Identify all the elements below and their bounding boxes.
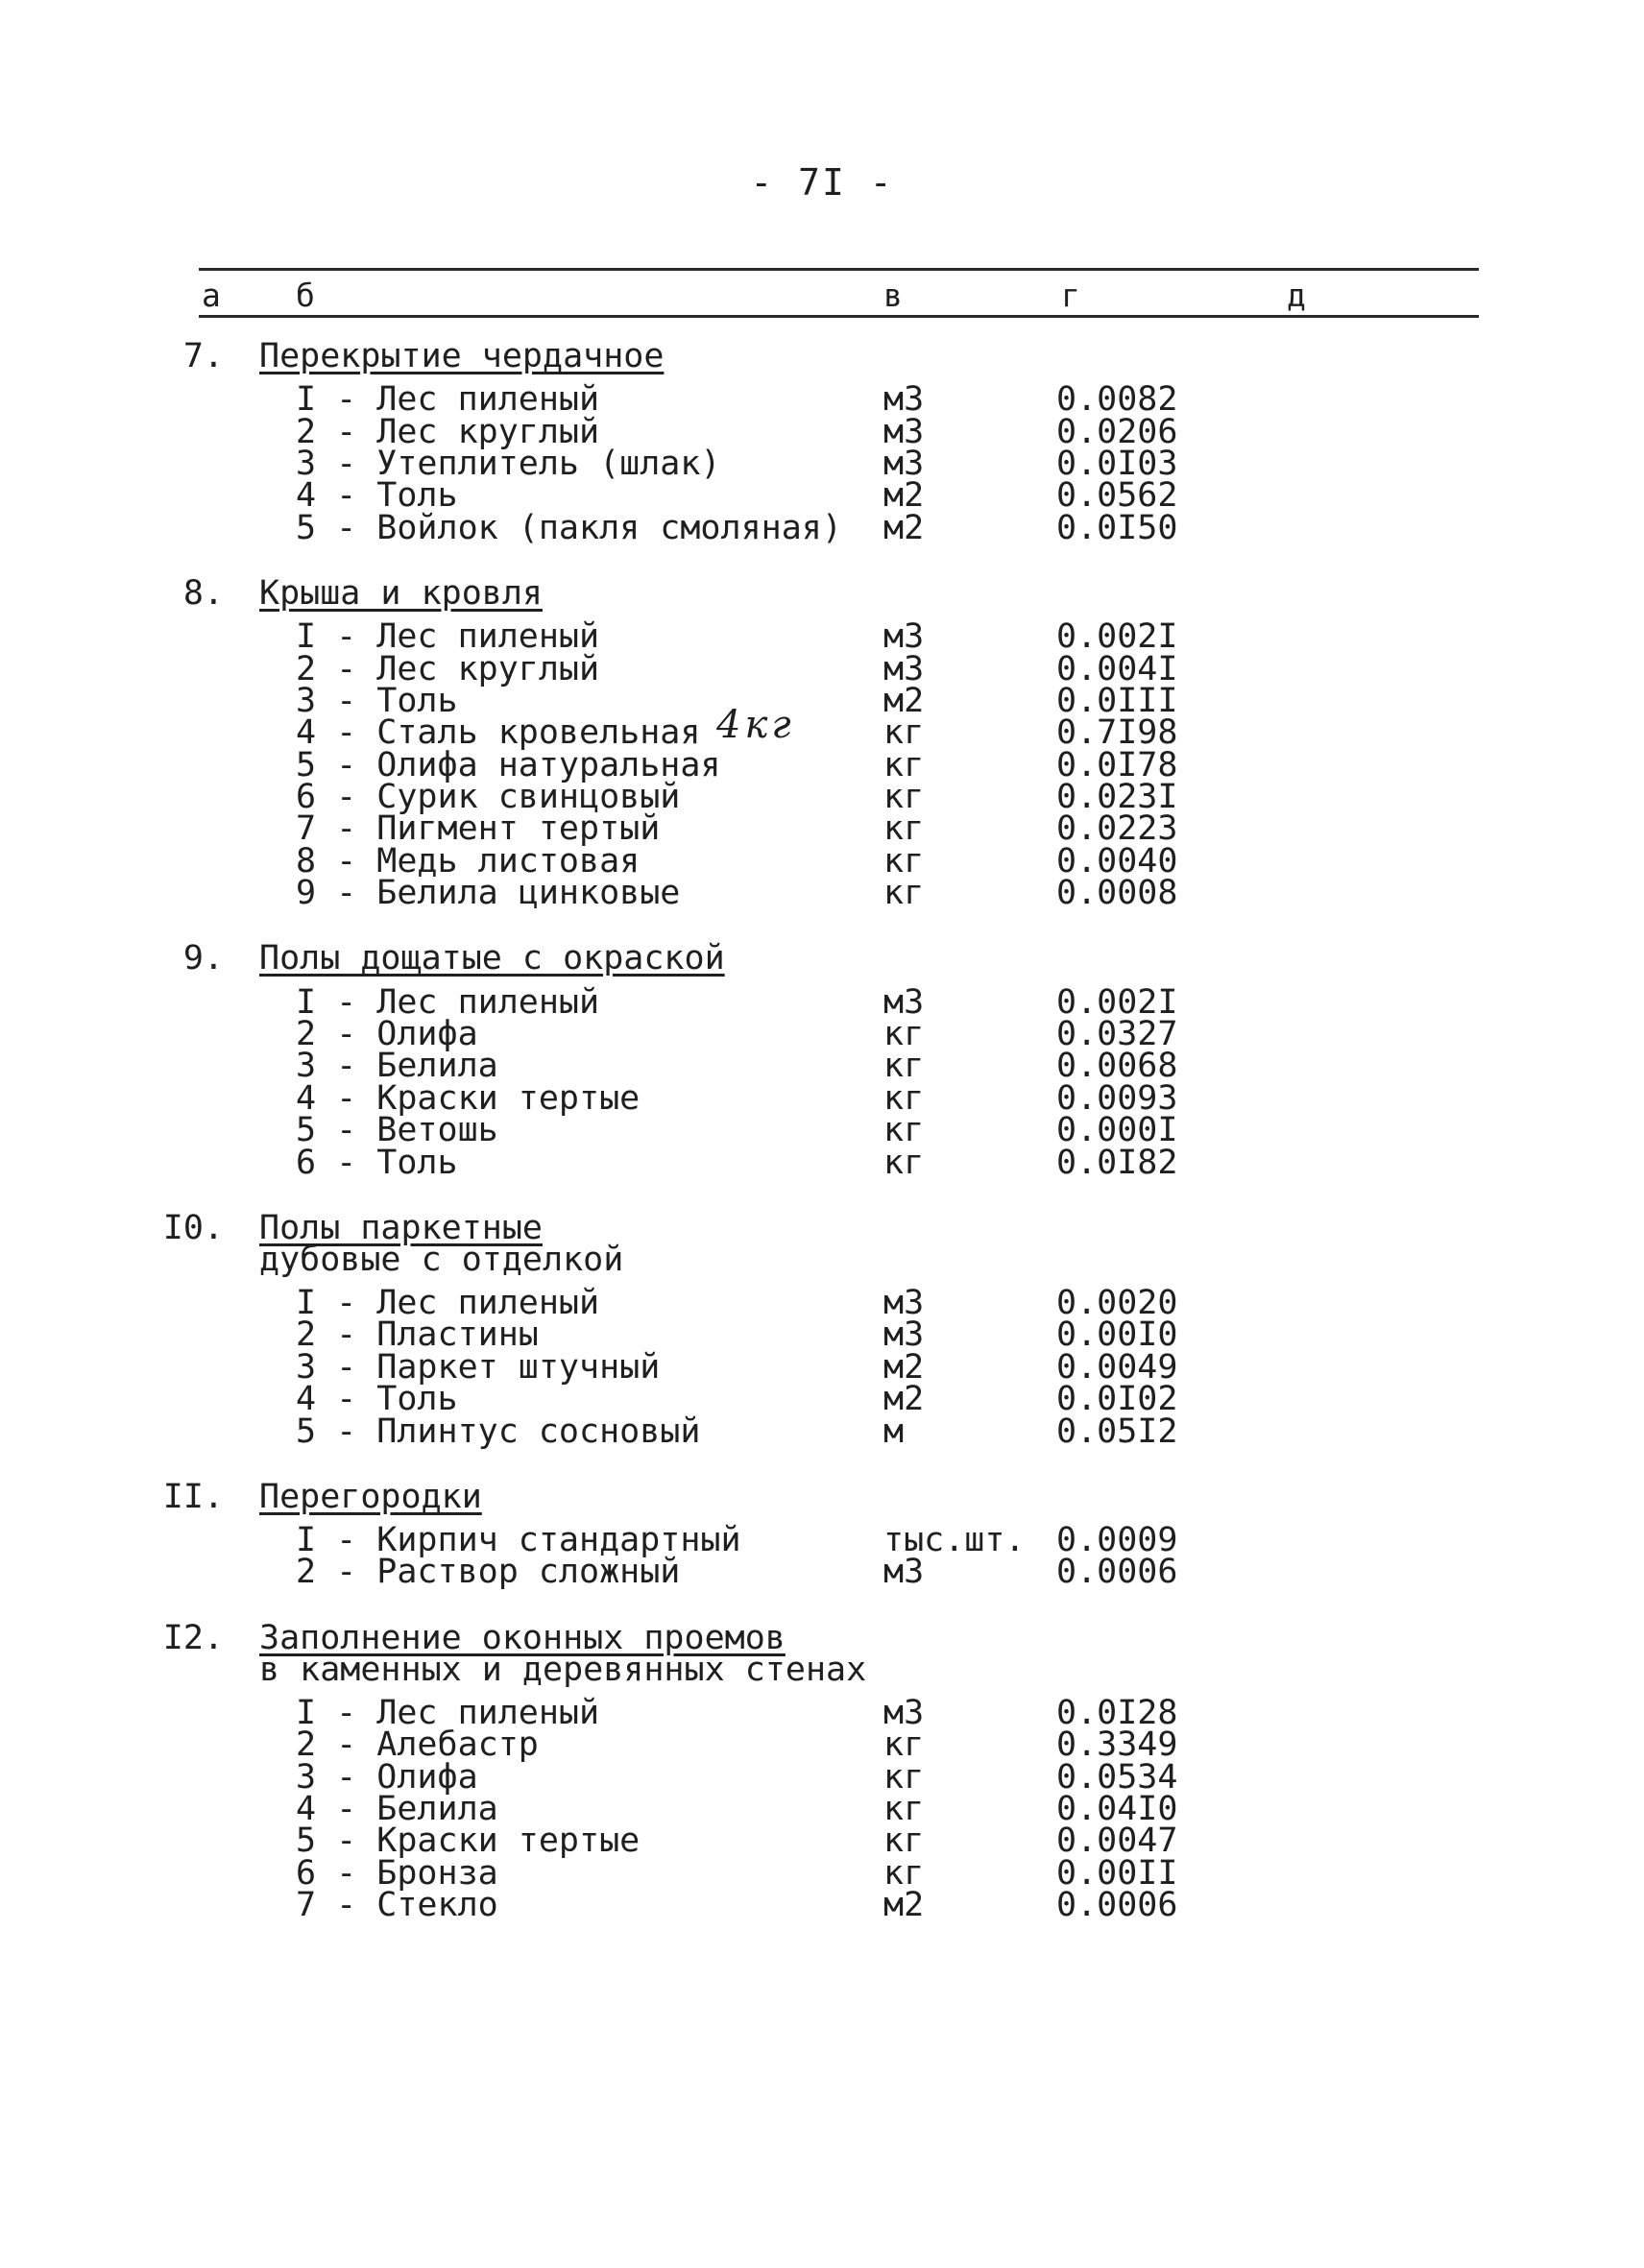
section-number: 9.: [182, 939, 224, 978]
norm-value-cell: 0.0006: [1056, 1553, 1178, 1592]
material-name: [296, 1143, 883, 1182]
item-list: [0, 1284, 1644, 1451]
norm-value-cell: 0.0327: [1056, 1015, 1178, 1054]
table-row: [0, 1015, 1644, 1054]
material-name-text: 3 - Толь: [296, 681, 458, 720]
material-name-text: 3 - Олифа: [296, 1757, 478, 1797]
unit-cell: м3: [883, 1693, 925, 1732]
unit-cell: кг: [883, 1078, 925, 1118]
material-name-text: 3 - Утеплитель (шлак): [296, 444, 721, 483]
material-name: [296, 778, 883, 817]
item-list: [0, 1693, 1644, 1925]
unit-cell: м2: [883, 681, 925, 720]
unit-cell: м2: [883, 476, 925, 516]
table-row: [0, 745, 1644, 784]
unit-cell: м3: [883, 412, 925, 451]
material-name-text: I - Лес пиленый: [296, 380, 600, 420]
section: [0, 939, 1644, 1182]
column-header-b: б: [296, 277, 315, 314]
norm-value-cell: 0.0047: [1056, 1822, 1178, 1861]
material-name: [296, 874, 883, 913]
norm-value-cell: 0.004I: [1056, 649, 1178, 688]
norm-value-cell: 0.0049: [1056, 1347, 1178, 1387]
table-row: [0, 1111, 1644, 1150]
material-name-text: 5 - Краски тертые: [296, 1822, 641, 1861]
table-row: [0, 1693, 1644, 1732]
unit-cell: кг: [883, 745, 925, 784]
table-row: [0, 1284, 1644, 1322]
section-subtitle: дубовые с отделкой: [259, 1240, 624, 1279]
section-number: I0.: [162, 1208, 224, 1247]
table-row: [0, 874, 1644, 913]
material-name-text: 2 - Олифа: [296, 1015, 478, 1054]
norm-value-cell: 0.0008: [1056, 874, 1178, 913]
section-number: 8.: [182, 573, 224, 613]
section-title-block: [259, 939, 725, 978]
column-header-d: д: [1287, 277, 1306, 314]
table-row: [0, 1822, 1644, 1861]
unit-cell: кг: [883, 778, 925, 817]
item-list: [0, 617, 1644, 913]
unit-cell: кг: [883, 1111, 925, 1150]
material-name: [296, 380, 883, 420]
unit-cell: м2: [883, 508, 925, 547]
table-row: [0, 1886, 1644, 1925]
table-row: [0, 1553, 1644, 1592]
table-row: [0, 476, 1644, 516]
material-name-text: 7 - Пигмент тертый: [296, 809, 661, 849]
material-name: [296, 1822, 883, 1861]
table-row: [0, 778, 1644, 817]
norm-value-cell: 0.0I78: [1056, 745, 1178, 784]
unit-cell: м3: [883, 444, 925, 483]
material-name-text: I - Лес пиленый: [296, 617, 600, 657]
norm-value-cell: 0.0I28: [1056, 1693, 1178, 1732]
material-name-text: 4 - Белила: [296, 1789, 498, 1828]
material-name-text: 2 - Раствор сложный: [296, 1553, 681, 1592]
table-row: [0, 1047, 1644, 1086]
column-header-a: а: [202, 277, 221, 314]
unit-cell: кг: [883, 1822, 925, 1861]
handwritten-note: 4кг: [716, 703, 795, 748]
norm-value-cell: 0.0006: [1056, 1886, 1178, 1925]
table-row: [0, 508, 1644, 547]
material-name-text: 3 - Белила: [296, 1047, 498, 1086]
section-header: [0, 337, 1644, 375]
section-title: Полы паркетные: [259, 1208, 544, 1247]
norm-value-cell: 0.002I: [1056, 617, 1178, 657]
norm-value-cell: 0.05I2: [1056, 1411, 1178, 1451]
table-row: [0, 1520, 1644, 1559]
table-row: [0, 380, 1644, 420]
material-name-text: I - Лес пиленый: [296, 1693, 600, 1732]
norm-value-cell: 0.0206: [1056, 412, 1178, 451]
section-title: Полы дощатые с окраской: [259, 939, 725, 978]
table-row: [0, 681, 1644, 720]
table-row: [0, 1853, 1644, 1893]
norm-value-cell: 0.00II: [1056, 1853, 1178, 1893]
unit-cell: кг: [883, 1757, 925, 1797]
table-row: [0, 1725, 1644, 1765]
table-row: [0, 617, 1644, 657]
item-list: [0, 982, 1644, 1182]
material-name: [296, 1315, 883, 1355]
table-row: [0, 444, 1644, 483]
section-number: I2.: [162, 1618, 224, 1657]
norm-value-cell: 0.0223: [1056, 809, 1178, 849]
material-name: [296, 809, 883, 849]
table-row: [0, 1380, 1644, 1419]
unit-cell: кг: [883, 874, 925, 913]
material-name: [296, 1347, 883, 1387]
section-header: [0, 1618, 1644, 1689]
norm-value-cell: 0.0I03: [1056, 444, 1178, 483]
unit-cell: тыс.шт.: [883, 1520, 1026, 1559]
norm-value-cell: 0.023I: [1056, 778, 1178, 817]
norm-value-cell: 0.0082: [1056, 380, 1178, 420]
material-name: [296, 703, 883, 753]
material-name: [296, 508, 883, 547]
material-name-text: 5 - Олифа натуральная: [296, 745, 721, 784]
unit-cell: м3: [883, 982, 925, 1022]
norm-value-cell: 0.0I50: [1056, 508, 1178, 547]
material-name-text: 6 - Бронза: [296, 1853, 498, 1893]
section-title-block: [259, 337, 665, 375]
material-name: [296, 617, 883, 657]
material-name: [296, 649, 883, 688]
material-name-text: 2 - Пластины: [296, 1315, 539, 1355]
material-name-text: 7 - Стекло: [296, 1886, 498, 1925]
table-row: [0, 1315, 1644, 1355]
material-name: [296, 841, 883, 881]
section-title: Крыша и кровля: [259, 573, 544, 613]
table-row: [0, 1757, 1644, 1797]
item-list: [0, 1520, 1644, 1592]
norm-value-cell: 0.0040: [1056, 841, 1178, 881]
material-name: [296, 1693, 883, 1732]
norm-value-cell: 0.00I0: [1056, 1315, 1178, 1355]
material-name-text: 8 - Медь листовая: [296, 841, 641, 881]
section-title-block: [259, 1618, 867, 1689]
material-name: [296, 1789, 883, 1828]
material-name: [296, 1380, 883, 1419]
material-name: [296, 1015, 883, 1054]
section-title-block: [259, 573, 544, 613]
material-name-text: 3 - Паркет штучный: [296, 1347, 661, 1387]
material-name-text: 5 - Ветошь: [296, 1111, 498, 1150]
unit-cell: кг: [883, 809, 925, 849]
norm-value-cell: 0.0534: [1056, 1757, 1178, 1797]
unit-cell: кг: [883, 1015, 925, 1054]
section: [0, 573, 1644, 913]
section-title-block: [259, 1208, 624, 1279]
material-name-text: I - Лес пиленый: [296, 982, 600, 1022]
table-row: [0, 809, 1644, 849]
norm-value-cell: 0.000I: [1056, 1111, 1178, 1150]
material-name: [296, 1284, 883, 1322]
item-list: [0, 380, 1644, 547]
material-name-text: 5 - Плинтус сосновый: [296, 1411, 701, 1451]
table-row: [0, 703, 1644, 753]
unit-cell: кг: [883, 713, 925, 753]
norm-value-cell: 0.0562: [1056, 476, 1178, 516]
material-name: [296, 1411, 883, 1451]
material-name: [296, 1111, 883, 1150]
norm-value-cell: 0.0020: [1056, 1284, 1178, 1322]
section-title: Перекрытие чердачное: [259, 337, 665, 375]
material-name: [296, 444, 883, 483]
norm-value-cell: 0.0I02: [1056, 1380, 1178, 1419]
norm-value-cell: 0.7I98: [1056, 713, 1178, 753]
unit-cell: м3: [883, 649, 925, 688]
column-header-v: в: [883, 277, 903, 314]
norm-value-cell: 0.04I0: [1056, 1789, 1178, 1828]
material-name: [296, 1853, 883, 1893]
section-title: Заполнение оконных проемов: [259, 1618, 786, 1657]
material-name-text: 4 - Толь: [296, 1380, 458, 1419]
table-row: [0, 649, 1644, 688]
section-title-block: [259, 1477, 482, 1516]
norm-value-cell: 0.0009: [1056, 1520, 1178, 1559]
section-title: Перегородки: [259, 1477, 482, 1516]
norm-value-cell: 0.0III: [1056, 681, 1178, 720]
unit-cell: м3: [883, 1553, 925, 1592]
material-name-text: I - Кирпич стандартный: [296, 1520, 741, 1559]
unit-cell: м3: [883, 617, 925, 657]
table-header-rule: [199, 315, 1479, 318]
material-name: [296, 745, 883, 784]
material-name: [296, 1886, 883, 1925]
section-header: [0, 939, 1644, 978]
material-name-text: 9 - Белила цинковые: [296, 874, 681, 913]
material-name-text: 2 - Лес круглый: [296, 649, 600, 688]
material-name: [296, 476, 883, 516]
table-row: [0, 412, 1644, 451]
norm-value-cell: 0.0093: [1056, 1078, 1178, 1118]
material-name: [296, 1725, 883, 1765]
section: [0, 1618, 1644, 1925]
page-number: - 7I -: [750, 161, 894, 204]
material-name: [296, 1520, 883, 1559]
unit-cell: кг: [883, 841, 925, 881]
column-header-g: г: [1061, 277, 1080, 314]
table-row: [0, 841, 1644, 881]
material-name: [296, 412, 883, 451]
unit-cell: кг: [883, 1143, 925, 1182]
material-name-text: 6 - Толь: [296, 1143, 458, 1182]
table-row: [0, 1411, 1644, 1451]
material-name: [296, 681, 883, 720]
material-name-text: 6 - Сурик свинцовый: [296, 778, 681, 817]
unit-cell: м3: [883, 1284, 925, 1322]
material-name-text: 4 - Краски тертые: [296, 1078, 641, 1118]
section-header: [0, 573, 1644, 613]
unit-cell: м3: [883, 380, 925, 420]
material-name-text: 4 - Толь: [296, 476, 458, 516]
table-row: [0, 1078, 1644, 1118]
unit-cell: м3: [883, 1315, 925, 1355]
table-row: [0, 982, 1644, 1022]
table-row: [0, 1789, 1644, 1828]
material-name-text: 4 - Сталь кровельная: [296, 713, 701, 753]
section-subtitle: в каменных и деревянных стенах: [259, 1650, 867, 1689]
unit-cell: м2: [883, 1347, 925, 1387]
section: [0, 1477, 1644, 1592]
sections-list: [0, 337, 1644, 1954]
section: [0, 1208, 1644, 1451]
table-top-rule: [199, 268, 1479, 271]
material-name-text: 5 - Войлок (пакля смоляная): [296, 508, 842, 547]
norm-value-cell: 0.3349: [1056, 1725, 1178, 1765]
material-name-text: 2 - Лес круглый: [296, 412, 600, 451]
material-name-text: 2 - Алебастр: [296, 1725, 539, 1765]
table-row: [0, 1347, 1644, 1387]
unit-cell: м2: [883, 1380, 925, 1419]
norm-value-cell: 0.0068: [1056, 1047, 1178, 1086]
section-header: [0, 1477, 1644, 1516]
material-name: [296, 1757, 883, 1797]
section-number: II.: [162, 1477, 224, 1516]
unit-cell: м2: [883, 1886, 925, 1925]
section-header: [0, 1208, 1644, 1279]
unit-cell: кг: [883, 1047, 925, 1086]
norm-value-cell: 0.0I82: [1056, 1143, 1178, 1182]
material-name: [296, 1553, 883, 1592]
table-row: [0, 1143, 1644, 1182]
unit-cell: кг: [883, 1853, 925, 1893]
norm-value-cell: 0.002I: [1056, 982, 1178, 1022]
material-name: [296, 982, 883, 1022]
material-name: [296, 1078, 883, 1118]
material-name-text: I - Лес пиленый: [296, 1284, 600, 1322]
section: [0, 337, 1644, 547]
material-name: [296, 1047, 883, 1086]
unit-cell: кг: [883, 1725, 925, 1765]
unit-cell: м: [883, 1411, 905, 1451]
unit-cell: кг: [883, 1789, 925, 1828]
section-number: 7.: [182, 337, 224, 375]
